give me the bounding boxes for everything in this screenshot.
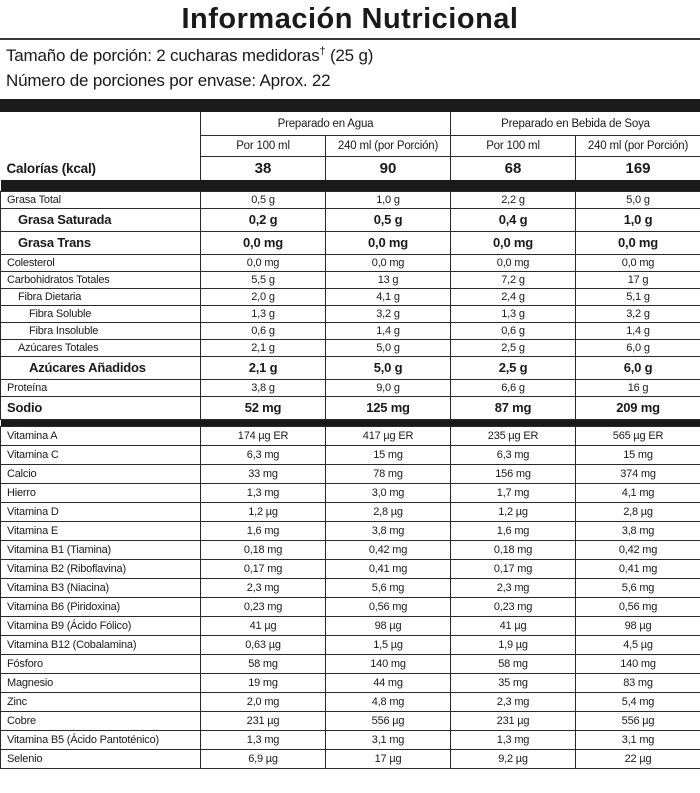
- row-value: 4,1 mg: [576, 483, 700, 502]
- row-value: 0,0 mg: [201, 254, 326, 271]
- row-value: 5,0 g: [576, 191, 700, 208]
- table-row: [1, 654, 700, 673]
- row-value: 52 mg: [201, 396, 326, 419]
- row-value: 1,3 g: [451, 305, 576, 322]
- row-value: 13 g: [326, 271, 451, 288]
- row-value: 2,1 g: [201, 356, 326, 379]
- row-value: 209 mg: [576, 396, 700, 419]
- row-value: 87 mg: [451, 396, 576, 419]
- row-label: Sodio: [1, 396, 201, 419]
- row-value: 0,5 g: [326, 208, 451, 231]
- row-value: 2,8 µg: [576, 502, 700, 521]
- table-row: [1, 502, 700, 521]
- row-value: 33 mg: [201, 464, 326, 483]
- corner-cell: [1, 112, 201, 156]
- table-row: [1, 231, 700, 254]
- row-label: Vitamina B1 (Tiamina): [1, 540, 201, 559]
- table-row: [1, 616, 700, 635]
- row-value: 1,3 mg: [451, 730, 576, 749]
- table-row: [1, 305, 700, 322]
- row-value: 0,0 mg: [201, 231, 326, 254]
- row-label: Proteína: [1, 379, 201, 396]
- row-label: Vitamina E: [1, 521, 201, 540]
- row-value: 2,1 g: [201, 339, 326, 356]
- row-value: 0,17 mg: [451, 559, 576, 578]
- row-value: 1,3 g: [201, 305, 326, 322]
- row-label: Vitamina B3 (Niacina): [1, 578, 201, 597]
- row-value: 0,23 mg: [201, 597, 326, 616]
- row-value: 9,2 µg: [451, 749, 576, 768]
- row-value: 1,4 g: [576, 322, 700, 339]
- group-header-soya: Preparado en Bebida de Soya: [451, 112, 700, 135]
- calories-row: [1, 156, 700, 180]
- row-value: 3,8 mg: [326, 521, 451, 540]
- micronutrients-section: [1, 426, 700, 768]
- row-value: 1,0 g: [576, 208, 700, 231]
- table-row: [1, 673, 700, 692]
- row-value: 2,5 g: [451, 339, 576, 356]
- row-value: 1,3 mg: [201, 730, 326, 749]
- group-header-agua: Preparado en Agua: [201, 112, 451, 135]
- row-value: 0,23 mg: [451, 597, 576, 616]
- row-value: 0,18 mg: [451, 540, 576, 559]
- table-row: [1, 559, 700, 578]
- table-row: [1, 749, 700, 768]
- row-value: 35 mg: [451, 673, 576, 692]
- row-value: 83 mg: [576, 673, 700, 692]
- sub-header-agua-240ml: 240 ml (por Porción): [326, 135, 451, 156]
- row-label: Fibra Insoluble: [1, 322, 201, 339]
- row-value: 78 mg: [326, 464, 451, 483]
- table-row: [1, 483, 700, 502]
- macronutrients-section: [1, 191, 700, 419]
- row-value: 2,4 g: [451, 288, 576, 305]
- row-value: 125 mg: [326, 396, 451, 419]
- row-value: 0,56 mg: [326, 597, 451, 616]
- row-value: 5,0 g: [326, 339, 451, 356]
- table-row: [1, 464, 700, 483]
- row-value: 0,0 mg: [326, 254, 451, 271]
- row-value: 98 µg: [326, 616, 451, 635]
- row-value: 2,2 g: [451, 191, 576, 208]
- row-value: 0,63 µg: [201, 635, 326, 654]
- row-value: 5,6 mg: [326, 578, 451, 597]
- row-value: 1,0 g: [326, 191, 451, 208]
- table-row: [1, 597, 700, 616]
- table-row: [1, 692, 700, 711]
- row-value: 4,8 mg: [326, 692, 451, 711]
- sub-header-soya-100ml: Por 100 ml: [451, 135, 576, 156]
- table-row: [1, 396, 700, 419]
- table-row: [1, 322, 700, 339]
- table-header-section: [1, 112, 700, 191]
- row-value: 0,18 mg: [201, 540, 326, 559]
- row-value: 2,8 µg: [326, 502, 451, 521]
- row-label: Carbohidratos Totales: [1, 271, 201, 288]
- row-value: 2,3 mg: [201, 578, 326, 597]
- row-value: 0,6 g: [201, 322, 326, 339]
- row-value: 3,0 mg: [326, 483, 451, 502]
- row-value: 3,1 mg: [326, 730, 451, 749]
- row-value: 17 µg: [326, 749, 451, 768]
- row-value: 140 mg: [576, 654, 700, 673]
- row-label: Hierro: [1, 483, 201, 502]
- row-value: 6,0 g: [576, 339, 700, 356]
- row-label: Magnesio: [1, 673, 201, 692]
- table-row: [1, 191, 700, 208]
- row-label: Colesterol: [1, 254, 201, 271]
- row-label: Vitamina B5 (Ácido Pantoténico): [1, 730, 201, 749]
- row-value: 2,5 g: [451, 356, 576, 379]
- row-value: 0,42 mg: [326, 540, 451, 559]
- row-label: Selenio: [1, 749, 201, 768]
- table-row: [1, 254, 700, 271]
- row-label: Grasa Total: [1, 191, 201, 208]
- row-value: 0,5 g: [201, 191, 326, 208]
- row-value: 0,2 g: [201, 208, 326, 231]
- row-label: Vitamina B6 (Piridoxina): [1, 597, 201, 616]
- row-value: 0,41 mg: [326, 559, 451, 578]
- row-value: 17 g: [576, 271, 700, 288]
- row-label: Vitamina A: [1, 426, 201, 445]
- row-label: Fibra Dietaria: [1, 288, 201, 305]
- row-value: 6,3 mg: [201, 445, 326, 464]
- table-row: [1, 578, 700, 597]
- calories-value: 90: [326, 156, 451, 180]
- row-value: 16 g: [576, 379, 700, 396]
- row-value: 417 µg ER: [326, 426, 451, 445]
- table-row: [1, 356, 700, 379]
- row-value: 1,3 mg: [201, 483, 326, 502]
- row-value: 3,8 mg: [576, 521, 700, 540]
- row-label: Vitamina C: [1, 445, 201, 464]
- row-value: 0,17 mg: [201, 559, 326, 578]
- row-value: 556 µg: [576, 711, 700, 730]
- section-divider-top: [0, 99, 700, 112]
- row-value: 4,1 g: [326, 288, 451, 305]
- row-value: 0,0 mg: [451, 231, 576, 254]
- row-value: 2,3 mg: [451, 692, 576, 711]
- row-value: 6,9 µg: [201, 749, 326, 768]
- row-label: Azúcares Totales: [1, 339, 201, 356]
- row-value: 9,0 g: [326, 379, 451, 396]
- row-value: 231 µg: [451, 711, 576, 730]
- row-value: 1,2 µg: [201, 502, 326, 521]
- row-label: Vitamina B2 (Riboflavina): [1, 559, 201, 578]
- table-row: [1, 635, 700, 654]
- row-value: 0,56 mg: [576, 597, 700, 616]
- row-value: 0,0 mg: [326, 231, 451, 254]
- row-value: 1,4 g: [326, 322, 451, 339]
- row-value: 5,5 g: [201, 271, 326, 288]
- row-value: 0,6 g: [451, 322, 576, 339]
- row-value: 3,2 g: [576, 305, 700, 322]
- row-value: 2,0 mg: [201, 692, 326, 711]
- table-row: [1, 426, 700, 445]
- table-row: [1, 540, 700, 559]
- row-value: 6,6 g: [451, 379, 576, 396]
- row-value: 1,9 µg: [451, 635, 576, 654]
- row-value: 3,2 g: [326, 305, 451, 322]
- row-value: 556 µg: [326, 711, 451, 730]
- row-value: 6,3 mg: [451, 445, 576, 464]
- row-value: 2,0 g: [201, 288, 326, 305]
- row-value: 6,0 g: [576, 356, 700, 379]
- row-value: 3,1 mg: [576, 730, 700, 749]
- serving-size-line: [6, 44, 694, 69]
- divider-section: [1, 419, 700, 426]
- group-header-row: [1, 112, 700, 135]
- table-row: [1, 208, 700, 231]
- row-label: Vitamina B12 (Cobalamina): [1, 635, 201, 654]
- row-value: 374 mg: [576, 464, 700, 483]
- row-value: 235 µg ER: [451, 426, 576, 445]
- row-value: 565 µg ER: [576, 426, 700, 445]
- row-value: 41 µg: [201, 616, 326, 635]
- row-label: Cobre: [1, 711, 201, 730]
- section-divider-calories: [1, 180, 700, 191]
- row-label: Fibra Soluble: [1, 305, 201, 322]
- table-row: [1, 288, 700, 305]
- row-value: 5,4 mg: [576, 692, 700, 711]
- row-value: 5,1 g: [576, 288, 700, 305]
- row-value: 15 mg: [326, 445, 451, 464]
- row-value: 1,2 µg: [451, 502, 576, 521]
- row-value: 41 µg: [451, 616, 576, 635]
- row-value: 0,42 mg: [576, 540, 700, 559]
- row-label: Calcio: [1, 464, 201, 483]
- row-value: 22 µg: [576, 749, 700, 768]
- row-label: Vitamina D: [1, 502, 201, 521]
- row-value: 2,3 mg: [451, 578, 576, 597]
- row-value: 1,6 mg: [201, 521, 326, 540]
- row-value: 15 mg: [576, 445, 700, 464]
- row-label: Fósforo: [1, 654, 201, 673]
- row-value: 156 mg: [451, 464, 576, 483]
- servings-per-container-line: Número de porciones por envase: Aprox. 22: [6, 70, 331, 90]
- row-value: 19 mg: [201, 673, 326, 692]
- row-value: 7,2 g: [451, 271, 576, 288]
- table-row: [1, 339, 700, 356]
- calories-value: 38: [201, 156, 326, 180]
- table-row: [1, 521, 700, 540]
- calories-value: 169: [576, 156, 700, 180]
- row-value: 1,6 mg: [451, 521, 576, 540]
- row-label: Vitamina B9 (Ácido Fólico): [1, 616, 201, 635]
- row-value: 1,7 mg: [451, 483, 576, 502]
- serving-size-weight: (25 g): [325, 46, 374, 65]
- table-row: [1, 730, 700, 749]
- row-value: 58 mg: [451, 654, 576, 673]
- nutrition-table: [0, 112, 700, 769]
- dagger-mark: †: [319, 45, 326, 58]
- row-value: 0,0 mg: [576, 254, 700, 271]
- row-value: 0,0 mg: [576, 231, 700, 254]
- row-value: 4,5 µg: [576, 635, 700, 654]
- table-row: [1, 271, 700, 288]
- row-value: 0,4 g: [451, 208, 576, 231]
- row-value: 0,41 mg: [576, 559, 700, 578]
- row-value: 0,0 mg: [451, 254, 576, 271]
- row-label: Grasa Saturada: [1, 208, 201, 231]
- row-value: 5,6 mg: [576, 578, 700, 597]
- serving-info: [0, 40, 700, 99]
- row-value: 140 mg: [326, 654, 451, 673]
- page-title: Información Nutricional: [0, 0, 700, 40]
- row-value: 98 µg: [576, 616, 700, 635]
- section-divider-sodium: [1, 419, 700, 426]
- row-value: 1,5 µg: [326, 635, 451, 654]
- serving-size-text: Tamaño de porción: 2 cucharas medidoras: [6, 46, 320, 65]
- sub-header-agua-100ml: Por 100 ml: [201, 135, 326, 156]
- calories-label: Calorías (kcal): [1, 156, 201, 180]
- row-value: 174 µg ER: [201, 426, 326, 445]
- calories-value: 68: [451, 156, 576, 180]
- row-value: 231 µg: [201, 711, 326, 730]
- row-value: 44 mg: [326, 673, 451, 692]
- row-label: Grasa Trans: [1, 231, 201, 254]
- row-label: Zinc: [1, 692, 201, 711]
- row-value: 3,8 g: [201, 379, 326, 396]
- row-value: 5,0 g: [326, 356, 451, 379]
- table-row: [1, 445, 700, 464]
- row-value: 58 mg: [201, 654, 326, 673]
- table-row: [1, 711, 700, 730]
- sub-header-soya-240ml: 240 ml (por Porción): [576, 135, 700, 156]
- row-label: Azúcares Añadidos: [1, 356, 201, 379]
- table-row: [1, 379, 700, 396]
